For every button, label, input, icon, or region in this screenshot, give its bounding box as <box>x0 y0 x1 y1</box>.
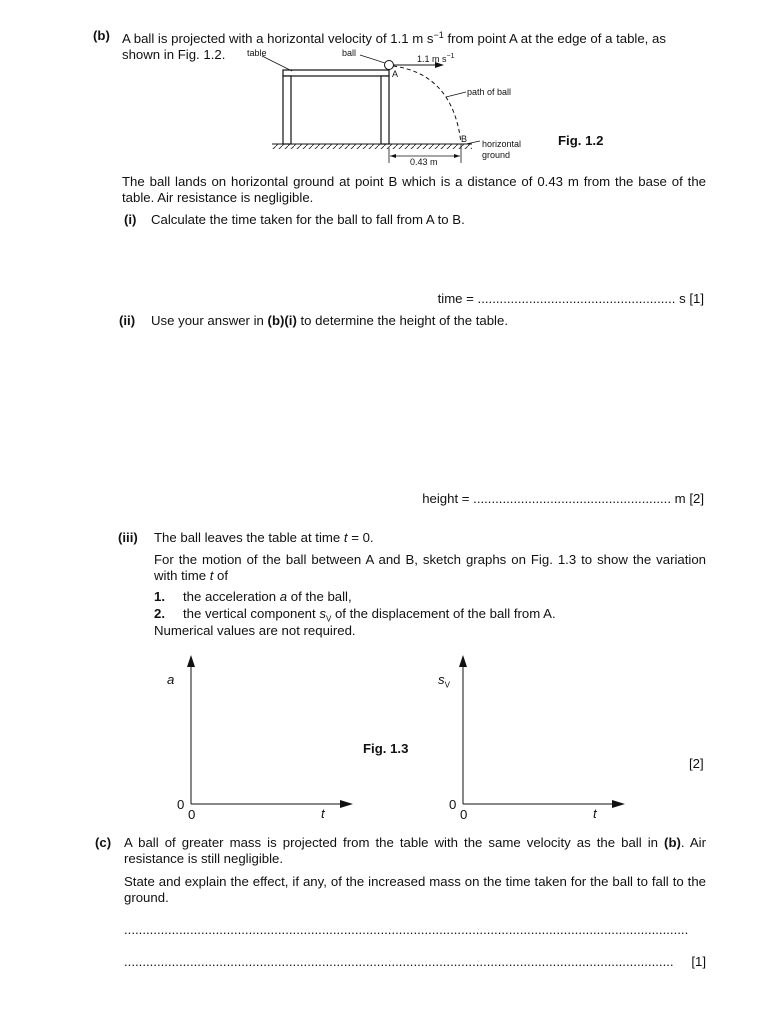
graph2-origin-x: 0 <box>460 807 468 822</box>
q-ii-answer-prefix: height = <box>422 491 474 506</box>
distance-arrow-right <box>454 154 460 158</box>
graph2-ylabel: $s_V$ <box>438 672 450 690</box>
q-i-answer-line[interactable] <box>438 291 704 306</box>
q-i-answer-dots[interactable]: ...................................................... <box>477 291 676 306</box>
part-c-answer-line-2[interactable] <box>124 954 706 969</box>
q-iii-item2-num: 2. <box>154 606 165 621</box>
part-b-text: The ball lands on horizontal ground at point B which is a distance of 0.43 m from the base of the table. Air resistance is negligible. <box>122 174 706 205</box>
part-c-answer-line-1[interactable]: .......................................................................................................................................................... <box>124 922 689 937</box>
graph1-ylabel: a <box>167 672 175 687</box>
table-leg-left <box>283 76 291 144</box>
q-ii-text: Use your answer in (b)(i) to determine the height of the table. <box>151 313 508 328</box>
q-i-label: (i) <box>124 212 137 227</box>
table-leg-right <box>381 76 389 144</box>
graph2-x-arrowhead <box>612 800 625 808</box>
q-i-text: Calculate the time taken for the ball to fall from A to B. <box>151 212 465 227</box>
path-pointer <box>446 92 466 97</box>
ground-pointer <box>466 141 480 144</box>
graph1-origin-y: 0 <box>177 797 185 812</box>
fig12-distance-label: 0.43 m <box>410 157 438 167</box>
fig12-caption: Fig. 1.2 <box>558 133 604 148</box>
fig12-ground-label-1: horizontal <box>482 139 522 149</box>
graph1-y-arrowhead <box>187 655 195 667</box>
fig13-caption: Fig. 1.3 <box>363 741 409 756</box>
part-c-text-1: A ball of greater mass is projected from the table with the same velocity as the ball in (b). Air resistance is still negligible. <box>124 835 706 866</box>
part-c-text-2: State and explain the effect, if any, of the increased mass on the time taken for the ball to fall to the ground. <box>124 874 706 905</box>
fig12-velocity-label: 1.1 m $s^{-1}$ <box>417 53 455 64</box>
part-b-label: (b) <box>93 28 110 43</box>
part-c-label: (c) <box>95 835 112 850</box>
graph2-xlabel: t <box>593 806 597 821</box>
q-iii-item2: the vertical component $s_V$ of the displacement of the ball from A. <box>183 606 556 624</box>
q-ii-label: (ii) <box>119 313 136 328</box>
q-i-answer-suffix: s [1] <box>675 291 704 306</box>
q-iii-line1: The ball leaves the table at time t = 0. <box>154 530 374 545</box>
q-i-answer-prefix: time = <box>437 291 478 306</box>
fig12-table-label: table <box>247 48 267 58</box>
part-c-answer-dots-2[interactable]: ...................................................................................................................................................... <box>124 954 674 969</box>
fig12-path-label: path of ball <box>467 87 512 97</box>
table-pointer <box>262 56 292 71</box>
q-iii-item1: the acceleration a of the ball, <box>183 589 352 604</box>
q-iii-line2: For the motion of the ball between A and B, sketch graphs on Fig. 1.3 to show the variation with time t of <box>154 552 706 583</box>
q-iii-note: Numerical values are not required. <box>154 623 356 638</box>
fig12-point-b: B <box>461 134 468 144</box>
q-ii-answer-dots[interactable]: ...................................................... <box>473 491 672 506</box>
fig13-marks: [2] <box>689 756 704 771</box>
graph2-y-arrowhead <box>459 655 467 667</box>
ball-pointer <box>360 55 385 63</box>
graph1-xlabel: t <box>321 806 325 821</box>
q-iii-item1-num: 1. <box>154 589 165 604</box>
graph-sv-vs-t[interactable] <box>452 652 632 814</box>
trajectory-path <box>393 66 461 143</box>
graph-a-vs-t[interactable] <box>180 652 360 814</box>
part-c-marks: [1] <box>691 954 706 969</box>
ground-hatch <box>272 144 472 149</box>
part-b-intro: A ball is projected with a horizontal velocity of 1.1 m $s^{-1}$ from point A at the edge of a table, as shown in Fig. 1.2. <box>122 30 666 62</box>
q-ii-answer-suffix: m [2] <box>671 491 704 506</box>
distance-arrow-left <box>390 154 396 158</box>
graph2-origin-y: 0 <box>449 797 457 812</box>
q-iii-label: (iii) <box>118 530 138 545</box>
graph1-origin-x: 0 <box>188 807 196 822</box>
fig12-ball-label: ball <box>342 48 357 58</box>
fig12-ground-label-2: ground <box>482 150 511 160</box>
q-ii-answer-line[interactable] <box>422 491 704 506</box>
fig12-point-a: A <box>392 69 399 79</box>
graph1-x-arrowhead <box>340 800 353 808</box>
table-top <box>283 70 389 76</box>
